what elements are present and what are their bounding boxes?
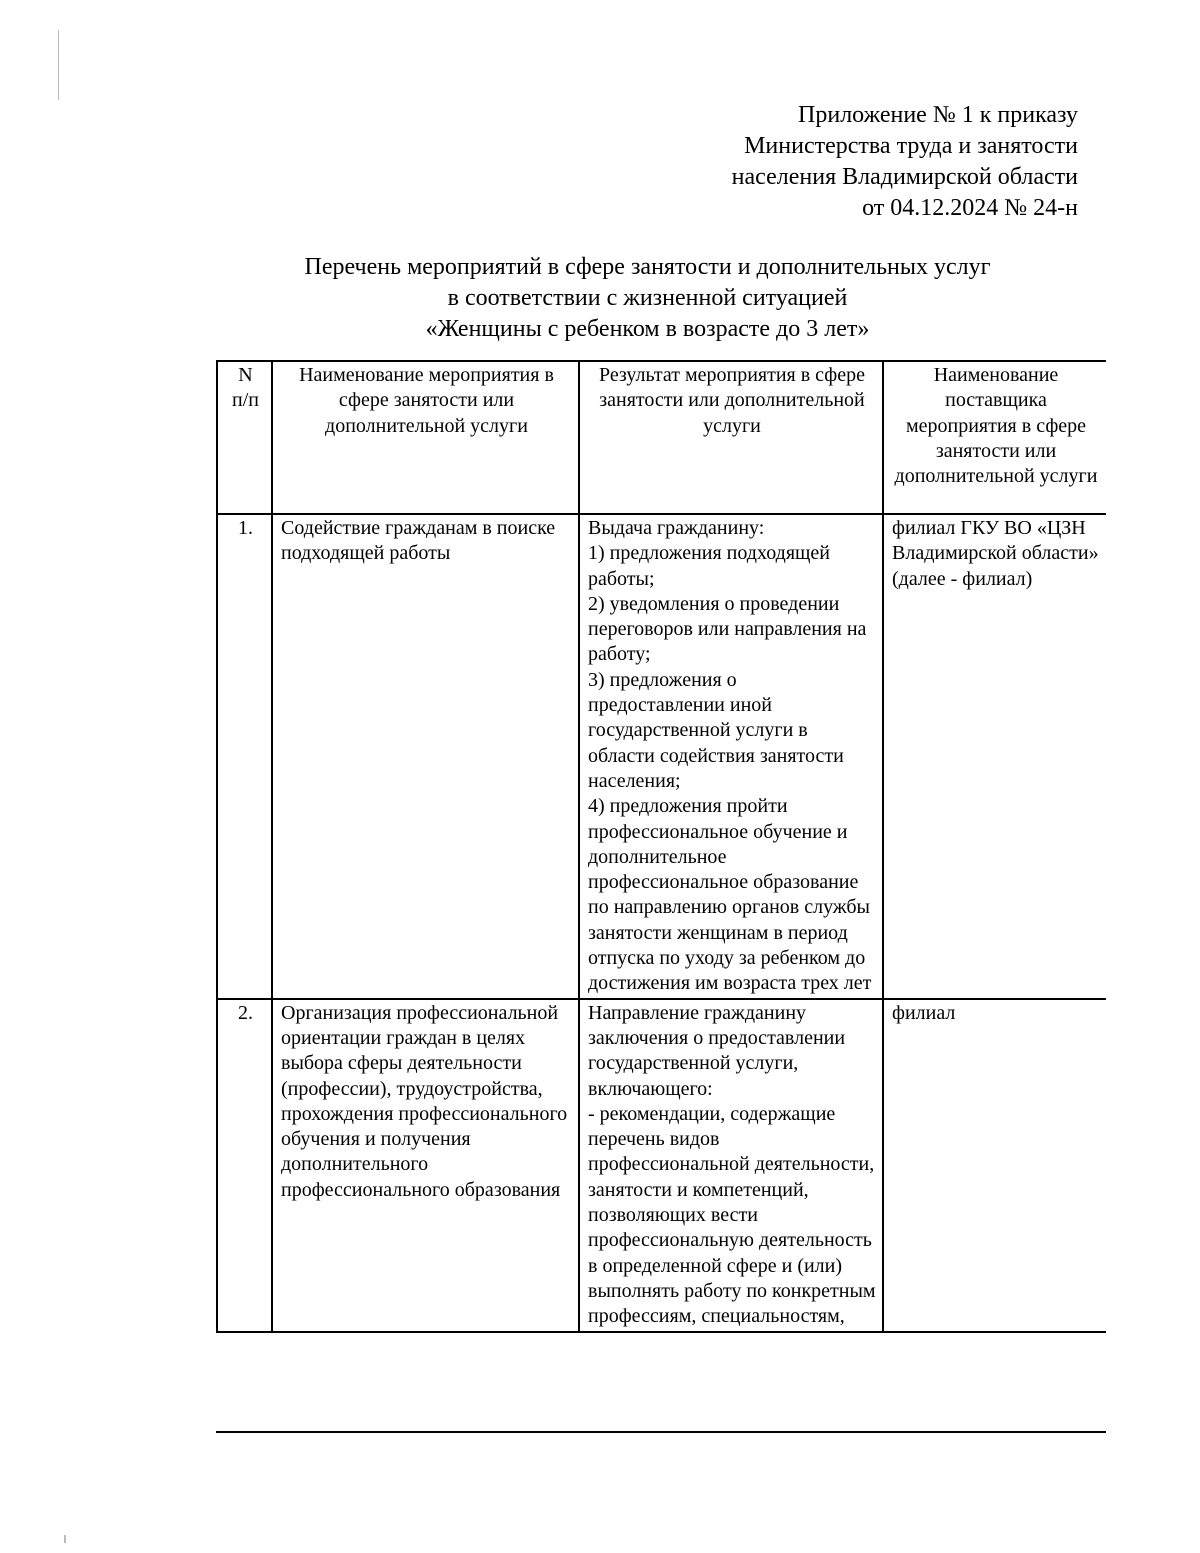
appendix-line-2: Министерства труда и занятости — [744, 133, 1078, 159]
table-row — [217, 514, 1106, 999]
document-title — [0, 252, 1200, 345]
appendix-line-3: населения Владимирской области — [731, 164, 1078, 190]
appendix-line-1: Приложение № 1 к приказу — [798, 102, 1078, 128]
title-line-1: Перечень мероприятий в сфере занятости и дополнительных услуг — [304, 254, 991, 280]
row-measure-result: Направление гражданину заключения о предоставлении государственной услуги, включающего: - рекомендации, содержащие перечень видов профессиональной деятельности, занятости и компетенций, позволяющих вести профессиональную деятельность в определенной сфере и (или) выполнять работу по конкретным профессиям, специальностям, — [579, 999, 883, 1332]
appendix-header — [732, 100, 1078, 224]
measures-table-container — [216, 360, 1106, 1433]
scan-dot-mark — [64, 1535, 66, 1543]
row-measure-name: Содействие гражданам в поиске подходящей работы — [272, 514, 579, 999]
measures-table — [216, 360, 1106, 1333]
row-provider: филиал ГКУ ВО «ЦЗН Владимирской области» (далее - филиал) — [883, 514, 1106, 999]
title-line-2: в соответствии с жизненной ситуацией — [447, 285, 848, 311]
row-provider: филиал — [883, 999, 1106, 1332]
table-row — [217, 999, 1106, 1332]
scan-edge-mark — [58, 30, 59, 100]
header-number: N п/п — [217, 361, 272, 514]
row-number: 2. — [217, 999, 272, 1332]
appendix-line-4: от 04.12.2024 № 24-н — [862, 195, 1078, 221]
row-measure-name: Организация профессиональной ориентации граждан в целях выбора сферы деятельности (профессии), трудоустройства, прохождения профессионального обучения и получения дополнительного профессионального образования — [272, 999, 579, 1332]
title-line-3: «Женщины с ребенком в возрасте до 3 лет» — [425, 316, 870, 342]
header-measure-result: Результат мероприятия в сфере занятости или дополнительной услуги — [579, 361, 883, 514]
header-measure-name: Наименование мероприятия в сфере занятости или дополнительной услуги — [272, 361, 579, 514]
row-measure-result: Выдача гражданину: 1) предложения подходящей работы; 2) уведомления о проведении переговоров или направления на работу; 3) предложения о предоставлении иной государственной услуги в области содействия занятости населения; 4) предложения пройти профессиональное обучение и дополнительное профессиональное образование по направлению органов службы занятости женщинам в период отпуска по уходу за ребенком до достижения им возраста трех лет — [579, 514, 883, 999]
header-provider: Наименование поставщика мероприятия в сфере занятости или дополнительной услуги — [883, 361, 1106, 514]
row-number: 1. — [217, 514, 272, 999]
table-header-row — [217, 361, 1106, 514]
